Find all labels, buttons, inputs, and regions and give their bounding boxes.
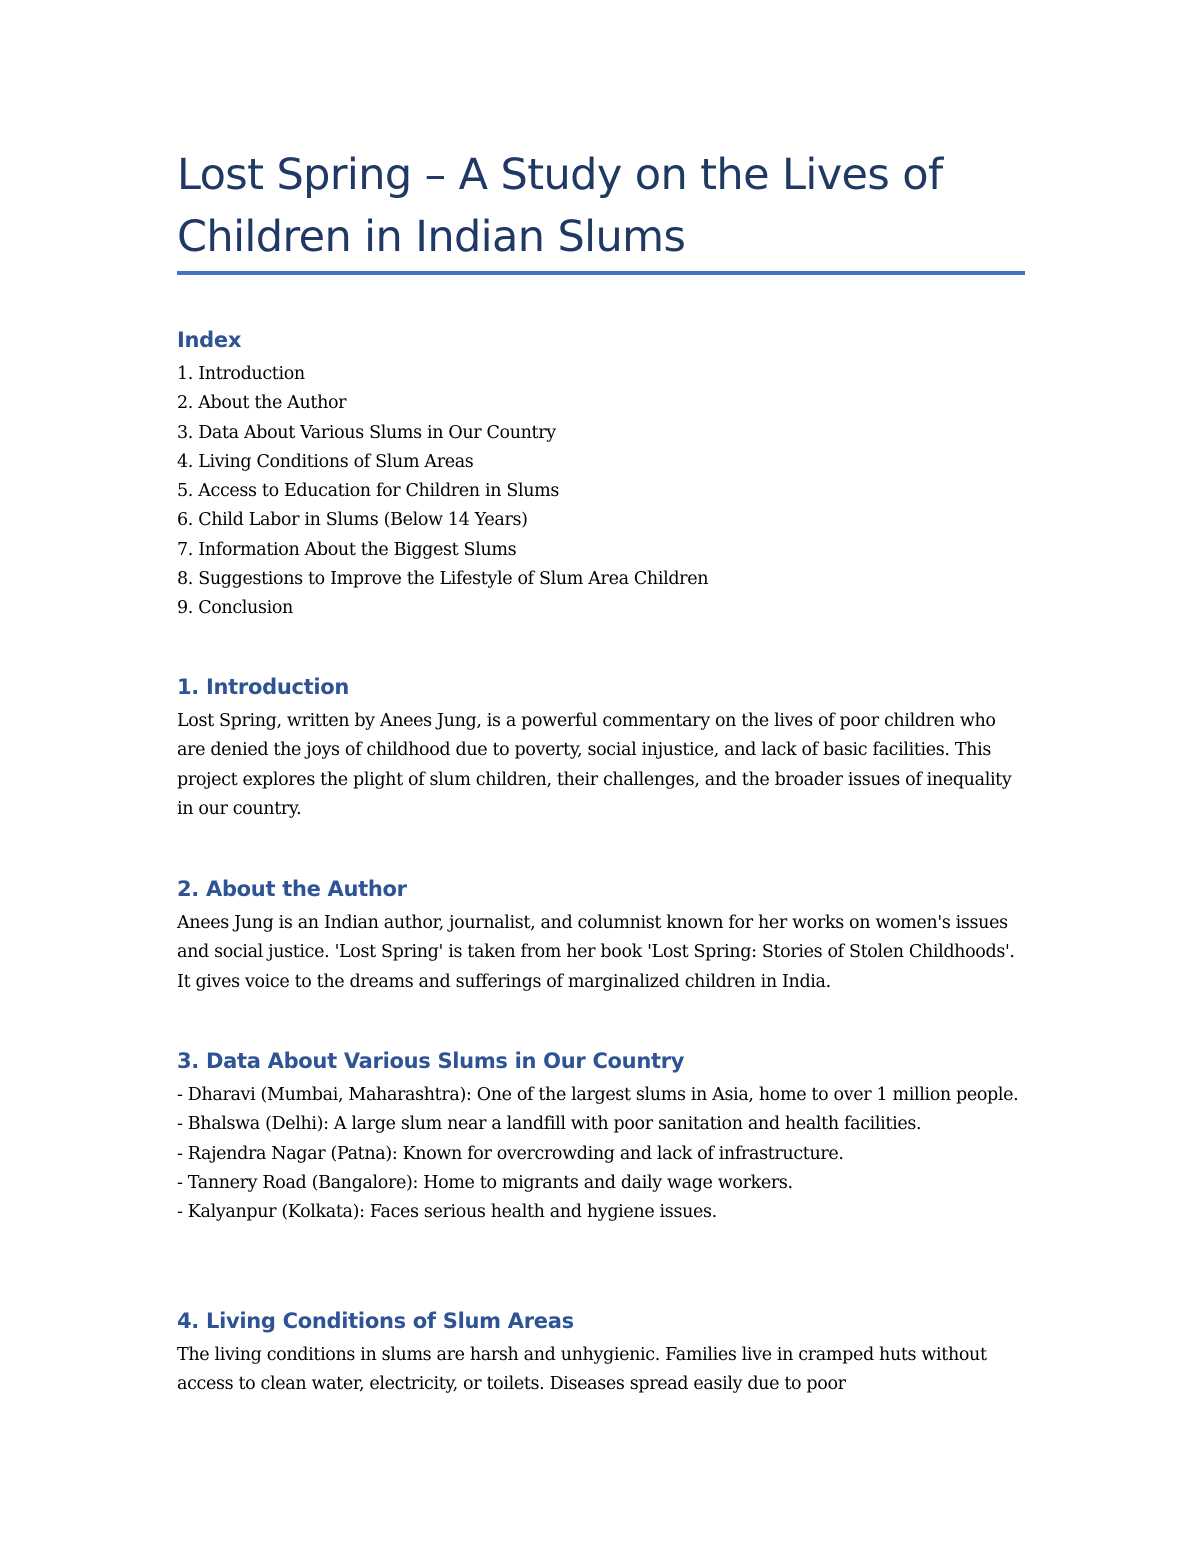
index-item: 1. Introduction bbox=[177, 364, 305, 384]
author-heading: 2. About the Author bbox=[177, 877, 407, 901]
slum-item: - Bhalswa (Delhi): A large slum near a landfill with poor sanitation and health facilities. bbox=[177, 1114, 922, 1135]
slums-list bbox=[177, 1081, 1025, 1227]
title-underline bbox=[177, 271, 1025, 275]
index-item: 4. Living Conditions of Slum Areas bbox=[177, 451, 474, 472]
slums-data-section bbox=[177, 1046, 1025, 1227]
index-item: 9. Conclusion bbox=[177, 598, 293, 619]
slums-data-heading: 3. Data About Various Slums in Our Country bbox=[177, 1049, 685, 1073]
introduction-heading: 1. Introduction bbox=[177, 675, 350, 699]
index-item: 6. Child Labor in Slums (Below 14 Years) bbox=[177, 510, 528, 531]
index-item: 5. Access to Education for Children in Slums bbox=[177, 481, 560, 502]
author-section bbox=[177, 874, 1025, 997]
introduction-section bbox=[177, 672, 1025, 824]
slum-item: - Kalyanpur (Kolkata): Faces serious health and hygiene issues. bbox=[177, 1202, 717, 1223]
slum-item: - Dharavi (Mumbai, Maharashtra): One of the largest slums in Asia, home to over 1 million people. bbox=[177, 1085, 1019, 1105]
index-list bbox=[177, 360, 1025, 624]
slum-item: - Rajendra Nagar (Patna): Known for overcrowding and lack of infrastructure. bbox=[177, 1143, 844, 1164]
index-section bbox=[177, 325, 1025, 624]
index-item: 3. Data About Various Slums in Our Country bbox=[177, 422, 556, 443]
introduction-body: Lost Spring, written by Anees Jung, is a powerful commentary on the lives of poor children who are denied the joys of childhood due to poverty, social injustice, and lack of basic facilities. This project explores the plight of slum children, their challenges, and the broader issues of inequality in our country. bbox=[177, 711, 1012, 819]
living-conditions-heading: 4. Living Conditions of Slum Areas bbox=[177, 1309, 574, 1333]
living-conditions-section bbox=[177, 1306, 1025, 1400]
index-item: 7. Information About the Biggest Slums bbox=[177, 539, 517, 560]
slum-item: - Tannery Road (Bangalore): Home to migrants and daily wage workers. bbox=[177, 1172, 793, 1193]
index-item: 2. About the Author bbox=[177, 393, 347, 414]
document-title: Lost Spring – A Study on the Lives of Children in Indian Slums bbox=[177, 150, 943, 262]
living-conditions-body: The living conditions in slums are harsh and unhygienic. Families live in cramped huts without access to clean water, electricity, or toilets. Diseases spread easily due to poor bbox=[177, 1345, 987, 1395]
index-item: 8. Suggestions to Improve the Lifestyle of Slum Area Children bbox=[177, 569, 709, 590]
index-heading: Index bbox=[177, 328, 242, 352]
author-body: Anees Jung is an Indian author, journalist, and columnist known for her works on women's issues and social justice. 'Lost Spring' is taken from her book 'Lost Spring: Stories of Stolen Childhoods'. It gives voice to the dreams and sufferings of marginalized children in India. bbox=[177, 913, 1015, 992]
